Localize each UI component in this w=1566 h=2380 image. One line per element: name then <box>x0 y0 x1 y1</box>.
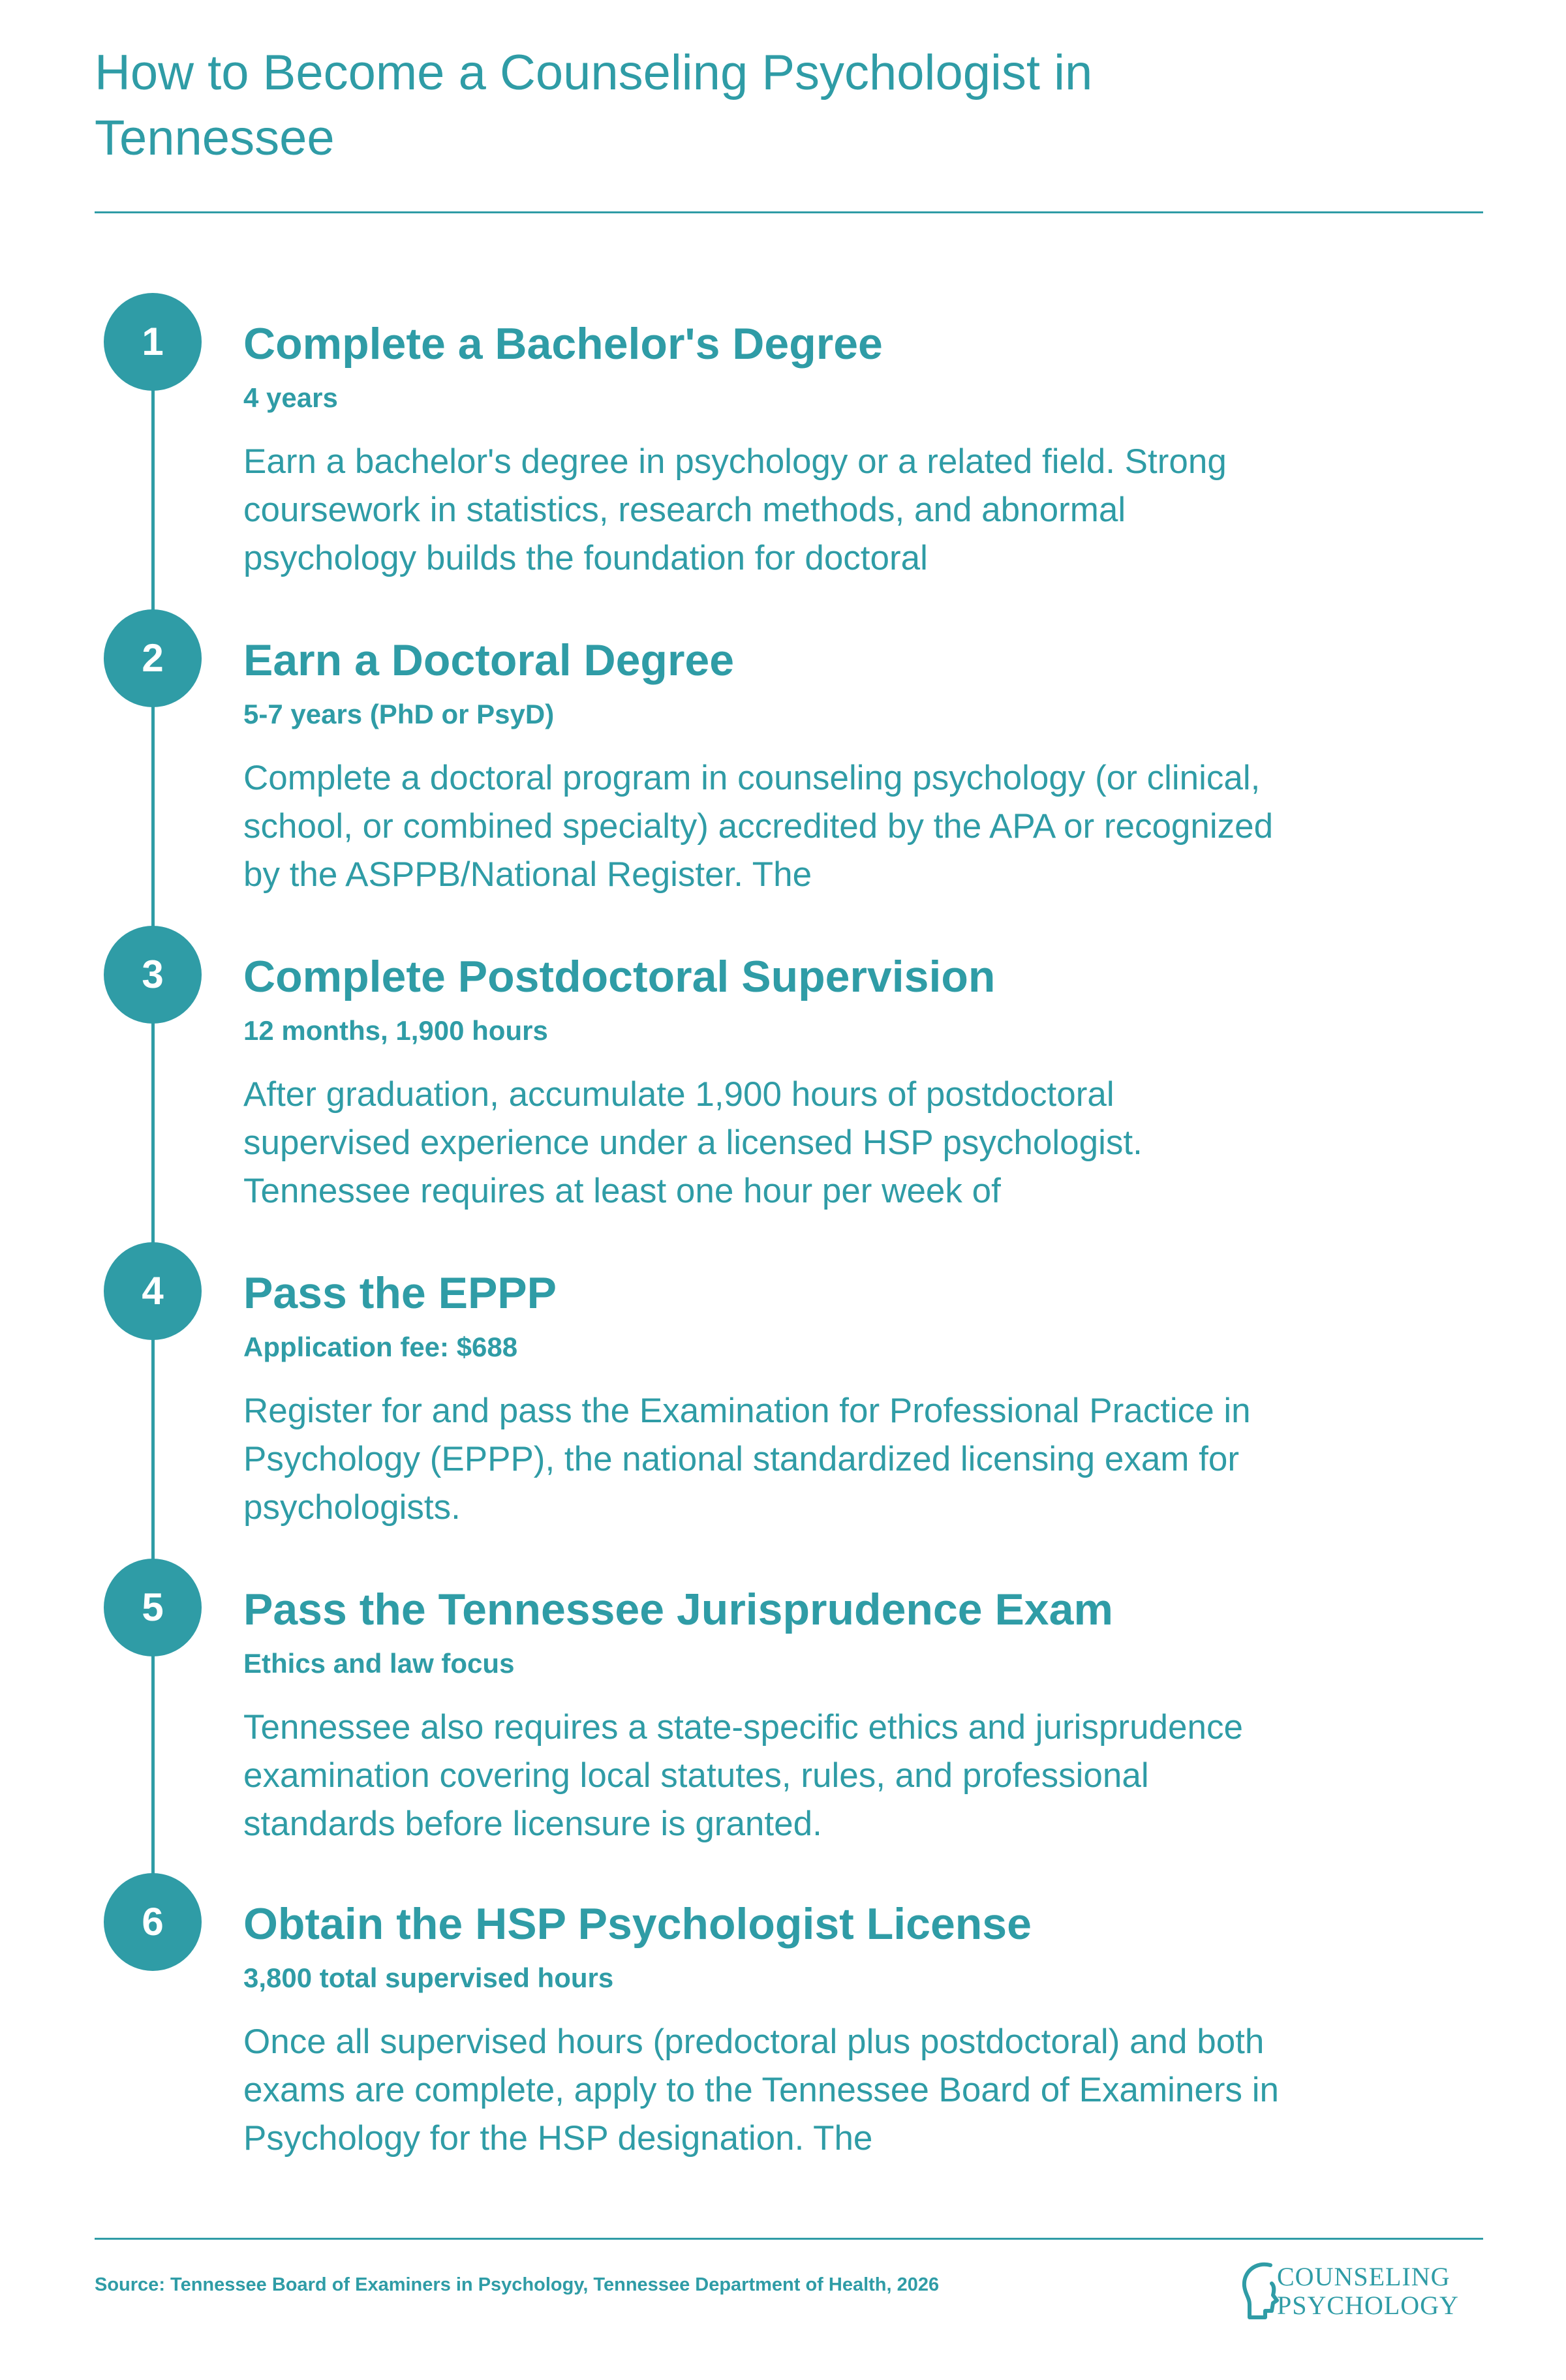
head-profile-icon <box>1236 2257 1282 2323</box>
step-description: Earn a bachelor's degree in psychology or a related field. Strong coursework in statistics, research methods, and abnormal psychology builds the foundation for doctoral <box>243 442 1227 577</box>
step-4 <box>0 1242 1566 1549</box>
step-description: Once all supervised hours (predoctoral plus postdoctoral) and both exams are complete, apply to the Tennessee Board of Examiners in Psychology for the HSP designation. The <box>243 2022 1279 2158</box>
footer-divider <box>95 2238 1483 2240</box>
page-title: How to Become a Counseling Psychologist in Tennessee <box>95 45 1093 166</box>
step-duration: 4 years <box>243 382 338 413</box>
step-description: Register for and pass the Examination for Professional Practice in Psychology (EPPP), the national standardized licensing exam for psychologists. <box>243 1392 1251 1527</box>
brand-logo <box>1236 2257 1484 2329</box>
step-1 <box>0 293 1566 600</box>
step-description: After graduation, accumulate 1,900 hours of postdoctoral supervised experience under a licensed HSP psychologist. Tennessee requires at least one hour per week of <box>243 1075 1143 1210</box>
step-3 <box>0 926 1566 1232</box>
step-duration: Ethics and law focus <box>243 1648 515 1679</box>
step-title: Complete a Bachelor's Degree <box>243 319 883 369</box>
step-title: Earn a Doctoral Degree <box>243 635 735 685</box>
step-description: Complete a doctoral program in counseling psychology (or clinical, school, or combined specialty) accredited by the APA or recognized by the ASPPB/National Register. The <box>243 759 1274 894</box>
step-6 <box>0 1873 1566 2180</box>
step-duration: 5-7 years (PhD or PsyD) <box>243 699 555 729</box>
step-duration: 12 months, 1,900 hours <box>243 1015 548 1046</box>
step-title: Pass the Tennessee Jurisprudence Exam <box>243 1585 1113 1634</box>
logo-text-line1: COUNSELING <box>1277 2262 1451 2291</box>
step-number-badge: 2 <box>104 609 202 707</box>
step-number-badge: 6 <box>104 1873 202 1971</box>
logo-text-line2: PSYCHOLOGY <box>1277 2291 1459 2320</box>
step-duration: Application fee: $688 <box>243 1332 518 1362</box>
step-title: Pass the EPPP <box>243 1268 557 1318</box>
step-number-badge: 4 <box>104 1242 202 1340</box>
step-number-badge: 5 <box>104 1559 202 1656</box>
step-title: Complete Postdoctoral Supervision <box>243 952 996 1001</box>
step-title: Obtain the HSP Psychologist License <box>243 1899 1032 1949</box>
source-note: Source: Tennessee Board of Examiners in Psychology, Tennessee Department of Health, 2026 <box>95 2274 940 2295</box>
step-5 <box>0 1559 1566 1865</box>
step-2 <box>0 609 1566 916</box>
title-divider <box>95 211 1483 213</box>
step-duration: 3,800 total supervised hours <box>243 1962 614 1993</box>
step-description: Tennessee also requires a state-specific ethics and jurisprudence examination covering local statutes, rules, and professional standards before licensure is granted. <box>243 1708 1243 1843</box>
step-number-badge: 1 <box>104 293 202 391</box>
step-number-badge: 3 <box>104 926 202 1024</box>
